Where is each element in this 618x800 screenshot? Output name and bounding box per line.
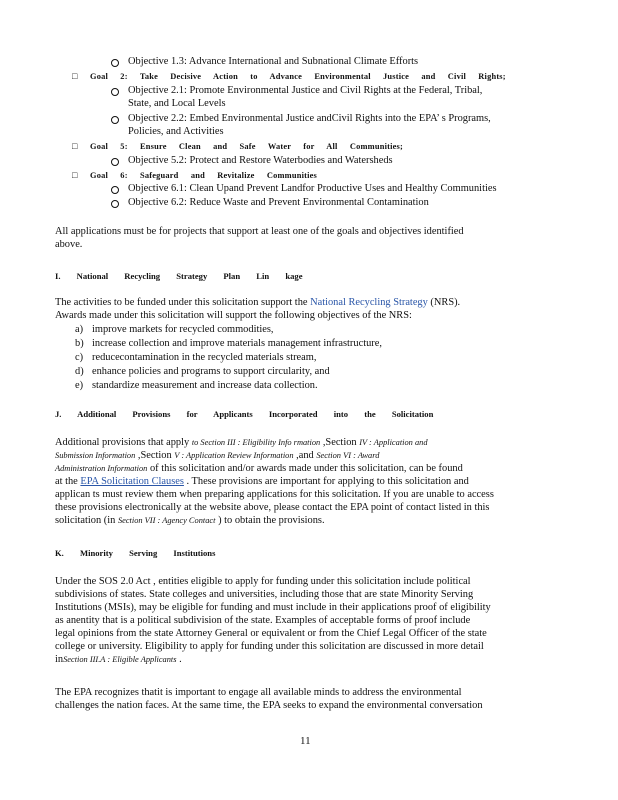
all-applications-line2: above. — [55, 239, 83, 250]
page-number: 11 — [300, 735, 311, 747]
section-k-line1: Under the SOS 2.0 Act , entities eligible to apply for funding under this solicitation include political — [55, 576, 471, 587]
nrs-item-label: e) — [75, 380, 84, 391]
nrs-item-label: c) — [75, 352, 84, 363]
objective-2-1-line2: State, and Local Levels — [128, 98, 226, 109]
circle-bullet-icon — [111, 200, 119, 208]
objective-1-3: Objective 1.3: Advance International and Subnational Climate Efforts — [128, 56, 419, 67]
nrs-item-text: standardize measurement and increase data collection. — [92, 380, 318, 391]
section-k-line3: Institutions (MSIs), may be eligible for funding and must include in their applications proof of eligibility — [55, 602, 491, 613]
epa-paragraph-line2: challenges the nation faces. At the same time, the EPA seeks to expand the environmental conversation — [55, 700, 483, 711]
section-k-line6: college or university. Eligibility to apply for funding under this solicitation are discussed in more detail — [55, 641, 484, 652]
section-j-line5: applican ts must review them when preparing applications for this solicitation. If you are unable to access — [55, 489, 494, 500]
objective-6-1: Objective 6.1: Clean Upand Prevent Landfor Productive Uses and Healthy Communities — [128, 183, 497, 194]
circle-bullet-icon — [111, 186, 119, 194]
section-j-line4: at the EPA Solicitation Clauses . These provisions are important for applying to this solicitation and — [55, 476, 469, 487]
objective-2-2-line2: Policies, and Activities — [128, 126, 224, 137]
national-recycling-strategy-link[interactable]: National Recycling Strategy — [310, 297, 428, 308]
section-j-line3: Administration Information of this solicitation and/or awards made under this solicitation, can be found — [55, 463, 463, 474]
objective-6-2: Objective 6.2: Reduce Waste and Prevent Environmental Contamination — [128, 197, 429, 208]
nrs-item-label: b) — [75, 338, 84, 349]
epa-paragraph-line1: The EPA recognizes thatit is important to engage all available minds to address the environmental — [55, 687, 462, 698]
circle-bullet-icon — [111, 88, 119, 96]
nrs-item-label: a) — [75, 324, 84, 335]
nrs-item-text: improve markets for recycled commodities, — [92, 324, 274, 335]
objective-2-2-line1: Objective 2.2: Embed Environmental Justice andCivil Rights into the EPA’ s Programs, — [128, 113, 491, 124]
all-applications-line1: All applications must be for projects that support at least one of the goals and objectives identified — [55, 226, 464, 237]
goal-6: Goal 6: Safeguard and Revitalize Communities — [90, 171, 317, 180]
section-j-line1: Additional provisions that apply to Section III : Eligibility Info rmation ,Section IV : Application and — [55, 437, 428, 448]
section-k-heading: K. Minority Serving Institutions — [55, 548, 216, 558]
section-k-line2: subdivisions of states. State colleges and universities, including those that are state Minority Serving — [55, 589, 474, 600]
section-j-line7: solicitation (in Section VII : Agency Contact ) to obtain the provisions. — [55, 515, 325, 526]
circle-bullet-icon — [111, 158, 119, 166]
section-j-line2: Submission Information ,Section V : Application Review Information ,and Section VI : Award — [55, 450, 380, 461]
section-k-line5: legal opinions from the state Attorney General or equivalent or from the Chief Legal Officer of the state — [55, 628, 487, 639]
goal-2: Goal 2: Take Decisive Action to Advance Environmental Justice and Civil Rights; — [90, 72, 506, 81]
objective-2-1-line1: Objective 2.1: Promote Environmental Justice and Civil Rights at the Federal, Tribal, — [128, 85, 483, 96]
section-j-heading: J. Additional Provisions for Applicants Incorporated into the Solicitation — [55, 409, 434, 419]
epa-solicitation-clauses-link[interactable]: EPA Solicitation Clauses — [80, 476, 184, 487]
section-i-line2: Awards made under this solicitation will support the following objectives of the NRS: — [55, 310, 412, 321]
goal-5: Goal 5: Ensure Clean and Safe Water for All Communities; — [90, 142, 403, 151]
section-k-line7: inSection III.A : Eligible Applicants . — [55, 654, 182, 665]
nrs-item-text: increase collection and improve materials management infrastructure, — [92, 338, 382, 349]
circle-bullet-icon — [111, 59, 119, 67]
nrs-item-label: d) — [75, 366, 84, 377]
square-bullet-icon: □ — [72, 141, 78, 151]
section-k-line4: as anentity that is a political subdivision of the state. Examples of acceptable forms of proof include — [55, 615, 471, 626]
square-bullet-icon: □ — [72, 71, 78, 81]
section-i-heading: I. National Recycling Strategy Plan Lin kage — [55, 271, 303, 281]
nrs-item-text: reducecontamination in the recycled materials stream, — [92, 352, 317, 363]
nrs-item-text: enhance policies and programs to support circularity, and — [92, 366, 330, 377]
section-i-line1: The activities to be funded under this solicitation support the National Recycling Strategy (NRS). — [55, 297, 461, 308]
circle-bullet-icon — [111, 116, 119, 124]
section-j-line6: these provisions electronically at the website above, please contact the EPA point of contact listed in this — [55, 502, 490, 513]
objective-5-2: Objective 5.2: Protect and Restore Waterbodies and Watersheds — [128, 155, 393, 166]
square-bullet-icon: □ — [72, 170, 78, 180]
